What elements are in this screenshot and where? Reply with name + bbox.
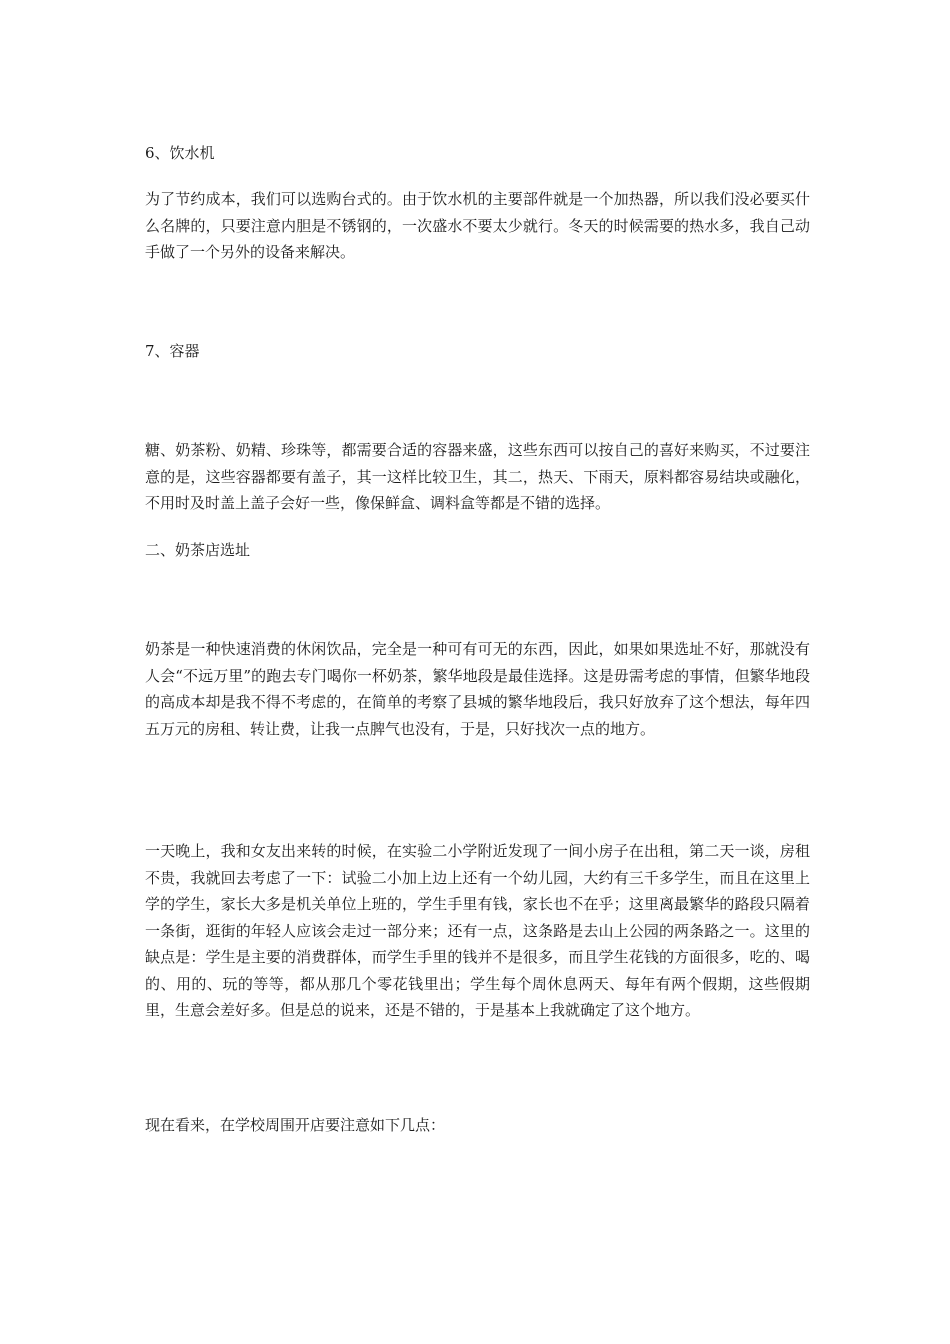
heading-water-dispenser: 6、饮水机 xyxy=(145,144,215,162)
paragraph-water-dispenser: 为了节约成本，我们可以选购台式的。由于饮水机的主要部件就是一个加热器，所以我们没必要买什么名牌的，只要注意内胆是不锈钢的，一次盛水不要太少就行。冬天的时候需要的热水多，我自己动手做了一个另外的设备来解决。 xyxy=(145,190,810,261)
paragraph-location-choice: 奶茶是一种快速消费的休闲饮品，完全是一种可有可无的东西，因此，如果如果选址不好，那就没有人会“不远万里”的跑去专门喝你一杯奶茶，繁华地段是最佳选择。这是毋需考虑的事情，但繁华地段的高成本却是我不得不考虑的，在简单的考察了县城的繁华地段后，我只好放弃了这个想法，每年四五万元的房租、转让费，让我一点脾气也没有，于是，只好找次一点的地方。 xyxy=(145,640,810,738)
heading-containers: 7、容器 xyxy=(145,342,200,360)
heading-shop-location: 二、奶茶店选址 xyxy=(145,541,251,559)
paragraph-school-notes: 现在看来，在学校周围开店要注意如下几点： xyxy=(145,1116,446,1134)
paragraph-containers: 糖、奶茶粉、奶精、珍珠等，都需要合适的容器来盛，这些东西可以按自己的喜好来购买，不过要注意的是，这些容器都要有盖子，其一这样比较卫生，其二，热天、下雨天，原料都容易结块或融化，不用时及时盖上盖子会好一些，像保鲜盒、调料盒等都是不错的选择。 xyxy=(145,441,810,512)
paragraph-found-house: 一天晚上，我和女友出来转的时候，在实验二小学附近发现了一间小房子在出租，第二天一谈，房租不贵，我就回去考虑了一下：试验二小加上边上还有一个幼儿园，大约有三千多学生，而且在这里上学的学生，家长大多是机关单位上班的，学生手里有钱，家长也不在乎；这里离最繁华的路段只隔着一条街，逛街的年轻人应该会走过一部分来；还有一点，这条路是去山上公园的两条路之一。这里的缺点是：学生是主要的消费群体，而学生手里的钱并不是很多，而且学生花钱的方面很多，吃的、喝的、用的、玩的等等，都从那几个零花钱里出；学生每个周休息两天、每年有两个假期，这些假期里，生意会差好多。但是总的说来，还是不错的，于是基本上我就确定了这个地方。 xyxy=(145,842,810,1019)
